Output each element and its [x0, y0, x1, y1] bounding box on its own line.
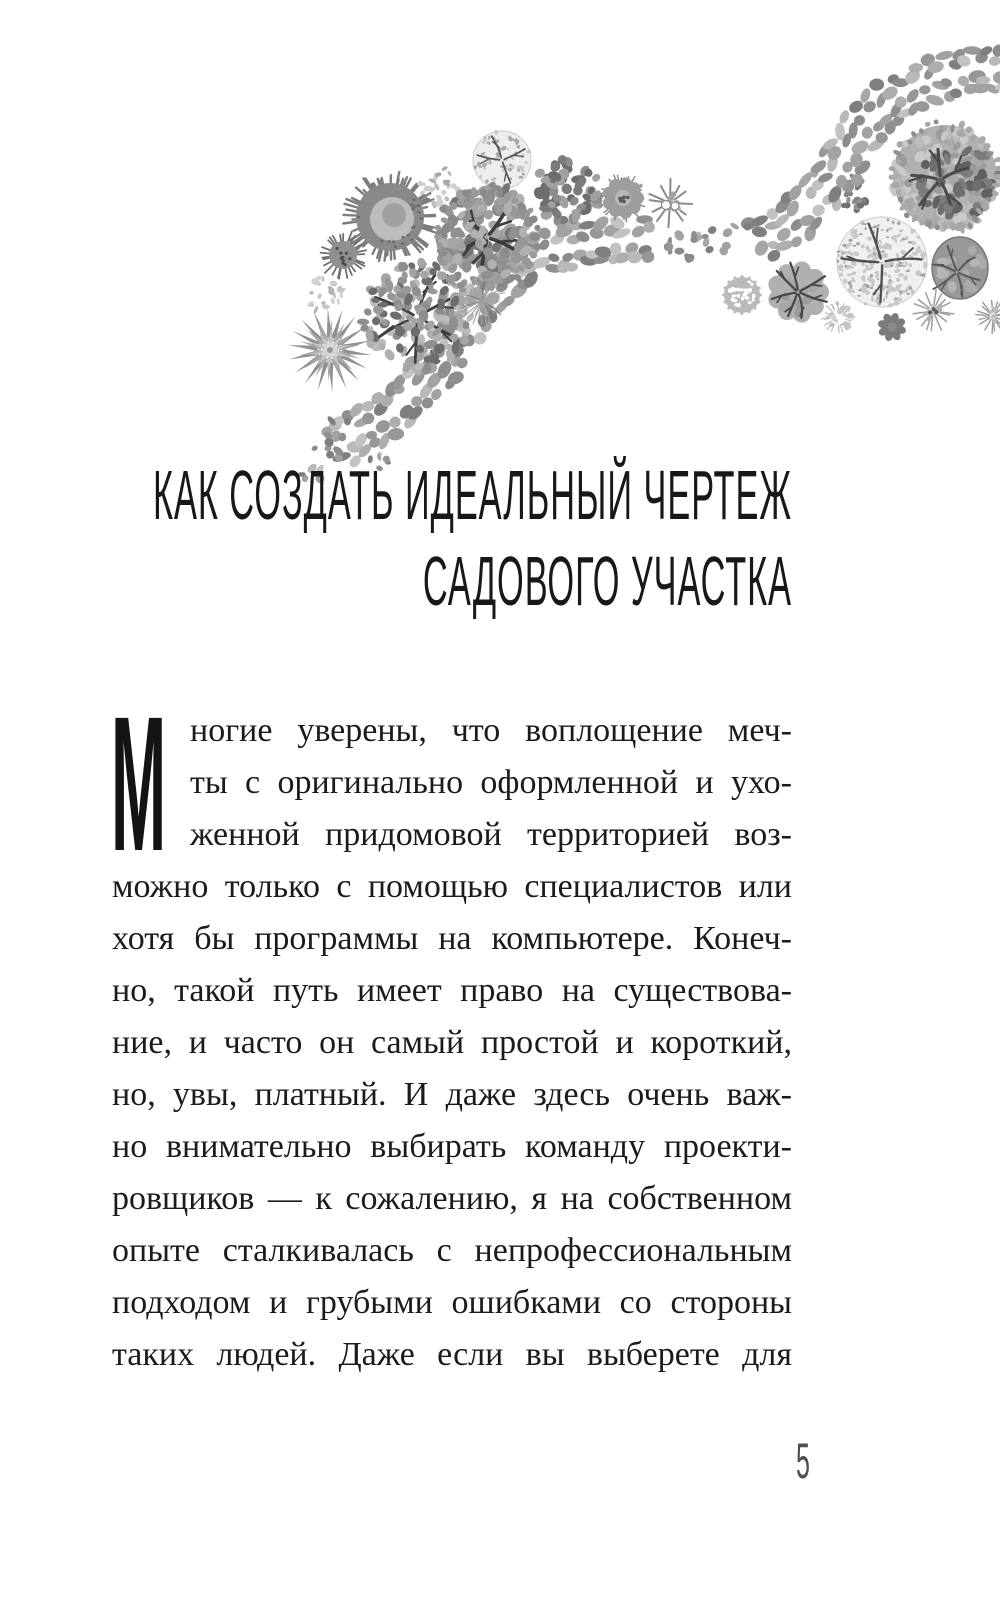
body-line: таких людей. Даже если вы выберете для: [112, 1336, 792, 1373]
chapter-title: [153, 452, 792, 624]
body-line: но внимательно выбирать команду проекти-: [112, 1128, 792, 1165]
garden-plan-illustration: [0, 0, 1000, 520]
body-line: ногие уверены, что воплощение меч-: [190, 712, 792, 749]
body-line: ровщиков — к сожалению, я на собственном: [112, 1180, 792, 1217]
body-line: ние, и часто он самый простой и короткий,: [112, 1024, 792, 1061]
page-number: 5: [796, 1433, 810, 1489]
body-line: но, такой путь имеет право на существова-: [112, 972, 792, 1009]
body-line: опыте сталкивалась с непрофессиональным: [112, 1232, 792, 1269]
body-line: ты с оригинально оформленной и ухо-: [190, 764, 792, 801]
body-text: [111, 676, 792, 1381]
body-line: женной придомовой территорией воз-: [190, 816, 792, 853]
drop-cap: М: [111, 676, 167, 891]
body-line: но, увы, платный. И даже здесь очень важ-: [112, 1076, 792, 1113]
chapter-title-line1: КАК СОЗДАТЬ ИДЕАЛЬНЫЙ ЧЕРТЕЖ: [153, 456, 792, 534]
body-line: хотя бы программы на компьютере. Конеч-: [112, 920, 792, 957]
chapter-title-line2: САДОВОГО УЧАСТКА: [422, 542, 792, 620]
body-line: можно только с помощью специалистов или: [112, 868, 792, 905]
body-line: подходом и грубыми ошибками со стороны: [112, 1284, 792, 1321]
